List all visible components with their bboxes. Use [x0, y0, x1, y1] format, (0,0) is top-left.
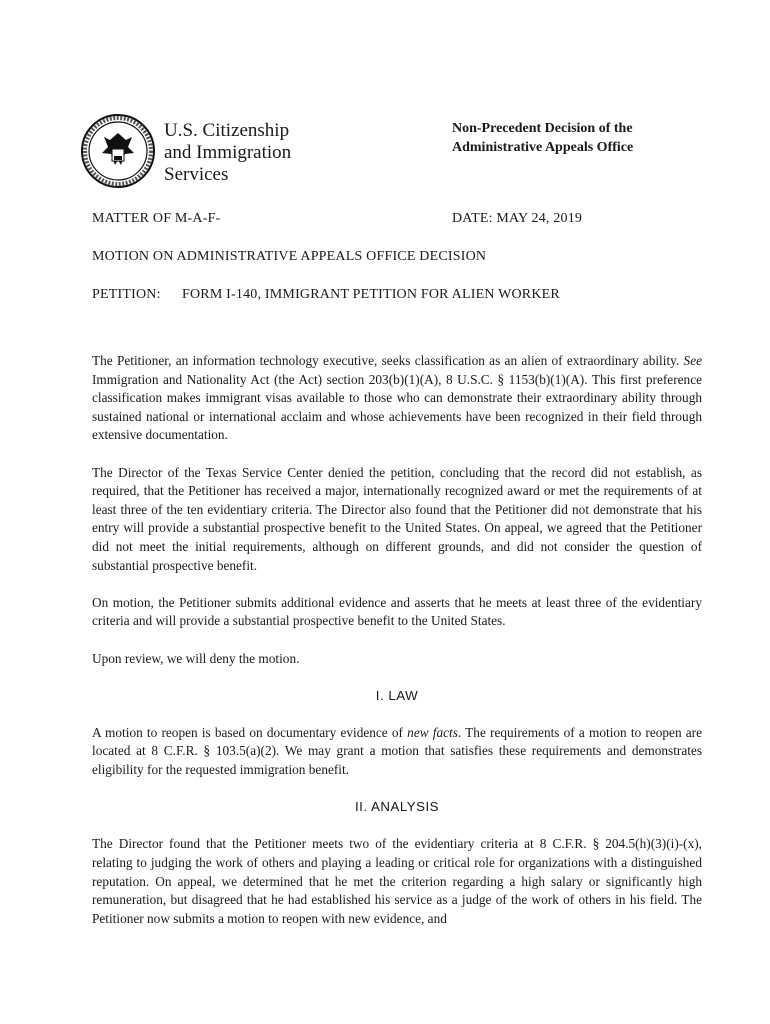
- agency-line-2: and Immigration: [164, 142, 292, 163]
- office-line-1: Non-Precedent Decision of the: [452, 121, 633, 136]
- paragraph-text: The Petitioner, an information technology executive, seeks classification as an alien of extraordinary ability.: [92, 353, 684, 368]
- decision-body: [92, 352, 702, 947]
- paragraph-text: Immigration and Nationality Act (the Act) section 203(b)(1)(A), 8 U.S.C. § 1153(b)(1)(A). This first preference classification makes immigrant visas available to those who can demonstrate their extraordinary ability through sustained national or international acclaim and whose achievements have been recognized in their field through extensive documentation.: [92, 371, 702, 443]
- matter-of: MATTER OF M-A-F-: [92, 211, 221, 226]
- paragraph-intro: [92, 352, 702, 445]
- section-heading-law: I. LAW: [375, 687, 419, 703]
- dhs-seal-icon: [80, 113, 156, 189]
- emphasis-text: new facts: [407, 724, 458, 740]
- paragraph-law: [92, 724, 702, 780]
- decision-date: DATE: MAY 24, 2019: [452, 211, 583, 226]
- paragraph-director: The Director of the Texas Service Center denied the petition, concluding that the record did not establish, as required, that the Petitioner has received a major, internationally recognized award or met the requirements of at least three of the ten evidentiary criteria. The Director also found that the Petitioner did not demonstrate that his entry will provide a substantial prospective benefit to the United States. On appeal, we agreed that the Petitioner did not meet the initial requirements, although on different grounds, and did not consider the question of substantial prospective benefit.: [92, 464, 702, 573]
- motion-type: MOTION ON ADMINISTRATIVE APPEALS OFFICE DECISION: [92, 249, 487, 264]
- office-line-2: Administrative Appeals Office: [452, 140, 634, 155]
- paragraph-review: Upon review, we will deny the motion.: [92, 650, 300, 666]
- paragraph-analysis: The Director found that the Petitioner meets two of the evidentiary criteria at 8 C.F.R. § 204.5(h)(3)(i)-(x), relating to judging the work of others and playing a leading or critical role for organizations with a distinguished reputation. On appeal, we determined that he met the criterion regarding a high salary or significantly high remuneration, but disagreed that he had established his service as a judge of the work of others in his field. The Petitioner now submits a motion to reopen with new evidence, and: [92, 836, 702, 926]
- paragraph-text: . The requirements of a motion to reopen are located at 8 C.F.R. § 103.5(a)(2). We may grant a motion that satisfies these requirements and demonstrates eligibility for the requested immigration benefit.: [92, 724, 703, 778]
- agency-line-3: Services: [164, 164, 229, 185]
- paragraph-motion: On motion, the Petitioner submits additional evidence and asserts that he meets at least three of the evidentiary criteria and will provide a substantial prospective benefit to the United States.: [92, 594, 702, 629]
- petition-value: FORM I-140, IMMIGRANT PETITION FOR ALIEN WORKER: [182, 287, 560, 302]
- petition-label: PETITION:: [92, 287, 161, 302]
- petition-line: [92, 286, 560, 304]
- section-heading-analysis: II. ANALYSIS: [354, 799, 440, 815]
- decision-type: [452, 119, 633, 157]
- paragraph-text: A motion to reopen is based on documentary evidence of: [92, 724, 408, 740]
- agency-line-1: U.S. Citizenship: [164, 120, 290, 141]
- agency-name: [164, 120, 291, 186]
- citation-signal: See: [683, 353, 702, 368]
